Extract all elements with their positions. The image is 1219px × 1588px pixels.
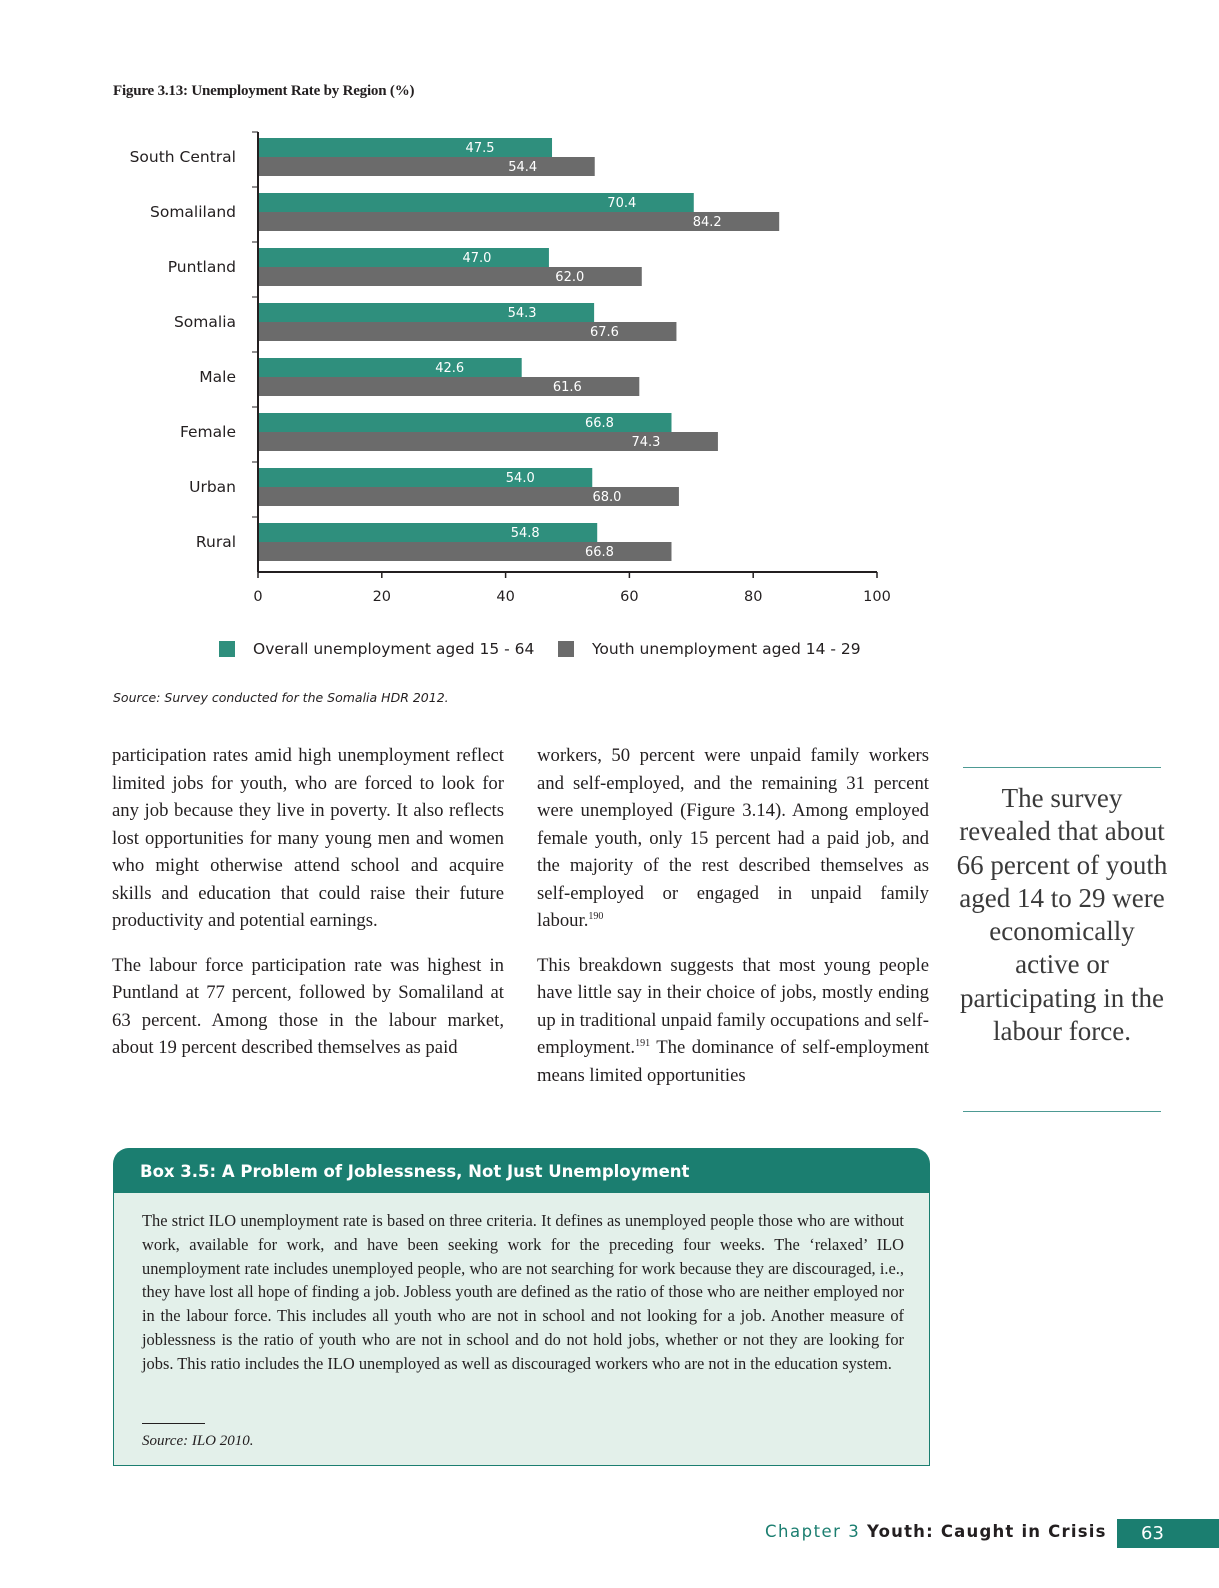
legend-swatch-youth — [558, 641, 574, 657]
bar-value-label: 68.0 — [592, 490, 622, 505]
paragraph: participation rates amid high unemployment reflect limited jobs for youth, who are forced to look for any job because they live in poverty. It also reflects lost opportunities for many young men and women who might otherwise attend school and acquire skills and education that could raise their future productivity and potential earnings. — [112, 745, 504, 931]
x-tick-label: 80 — [743, 589, 763, 605]
box-text: The strict ILO unemployment rate is based on three criteria. It defines as unemployed people those who are without work, available for work, and have been seeking work for the preceding four weeks. The ‘relaxed’ ILO unemployment rate includes unemployed people, who are not searching for work because they are discouraged, i.e., they have lost all hope of finding a job. Jobless youth are defined as the ratio of those who are neither employed nor in the labour force. This includes all youth who are not in school and not looking for a job. Another measure of joblessness is the ratio of youth who are not in school and do not hold jobs, whether or not they are looking for jobs. This ratio includes the ILO unemployed as well as discouraged workers who are not in the education system. — [142, 1211, 904, 1373]
category-label: Somalia — [173, 313, 236, 331]
footer-chapter-label: Chapter 3 — [765, 1522, 861, 1541]
legend-label-youth: Youth unemployment aged 14 - 29 — [592, 640, 861, 658]
category-label: Male — [199, 368, 236, 386]
legend-swatch-overall — [219, 641, 235, 657]
category-label: Urban — [189, 478, 236, 496]
footnote-ref: 190 — [588, 910, 604, 922]
bar-value-label: 84.2 — [692, 215, 722, 230]
bar-overall — [258, 303, 594, 322]
paragraph-text: The dominance of self-employment means limited opportunities — [537, 1037, 929, 1086]
bar-value-label: 54.4 — [508, 160, 538, 175]
figure-source: Source: Survey conducted for the Somalia HDR 2012. — [113, 690, 449, 705]
bar-overall — [258, 468, 592, 487]
category-label: Puntland — [167, 258, 236, 276]
bar-overall — [258, 523, 597, 542]
x-tick-label: 20 — [372, 589, 392, 605]
bar-overall — [258, 248, 549, 267]
legend-label-overall: Overall unemployment aged 15 - 64 — [253, 640, 535, 658]
bar-value-label: 66.8 — [585, 545, 614, 560]
box-title: Box 3.5: A Problem of Joblessness, Not Just Unemployment — [140, 1162, 690, 1181]
bar-youth — [258, 377, 639, 396]
paragraph-text: This breakdown suggests that most young people have little say in their choice of jobs, mostly ending up in traditional unpaid family occupations and self-employment. — [537, 954, 929, 1058]
paragraph: The labour force participation rate was highest in Puntland at 77 percent, followed by Somaliland at 63 percent. Among those in the labour market, about 19 percent described themselves as paid — [112, 954, 504, 1058]
legend-item-youth — [558, 640, 861, 658]
bar-value-label: 61.6 — [552, 380, 582, 395]
pull-quote: The survey revealed that about 66 percent of youth aged 14 to 29 were economically active or participating in the labour force. — [956, 783, 1168, 1047]
bar-value-label: 74.3 — [631, 435, 661, 450]
bar-overall — [258, 358, 522, 377]
footer-chapter — [765, 1522, 1107, 1541]
paragraph — [537, 952, 929, 1090]
bar-value-label: 66.8 — [585, 416, 614, 431]
body-column-right — [537, 742, 929, 1106]
bar-value-label: 54.8 — [510, 526, 540, 541]
x-tick-label: 100 — [863, 589, 891, 605]
category-label: Somaliland — [150, 203, 236, 221]
bar-value-label: 70.4 — [607, 196, 637, 211]
bar-value-label: 62.0 — [555, 270, 585, 285]
footer-chapter-title: Youth: Caught in Crisis — [866, 1522, 1107, 1541]
bar-value-label: 42.6 — [435, 361, 465, 376]
bar-value-label: 47.0 — [462, 251, 492, 266]
bar-value-label: 47.5 — [465, 141, 495, 156]
unemployment-bar-chart — [0, 110, 1219, 630]
paragraph-text: workers, 50 percent were unpaid family workers and self-employed, and the remaining 31 percent were unemployed (Figure 3.14). Among employed female youth, only 15 percent had a paid job, and the majority of the rest described themselves as self-employed or engaged in unpaid family labour. — [537, 745, 929, 931]
pull-quote-bottom-rule — [963, 1111, 1161, 1112]
bar-youth — [258, 157, 595, 176]
box-source: Source: ILO 2010. — [142, 1433, 254, 1449]
bar-overall — [258, 138, 552, 157]
x-tick-label: 0 — [253, 589, 263, 605]
body-column-left — [112, 742, 504, 1079]
category-label: Female — [179, 423, 236, 441]
footnote-ref: 191 — [635, 1037, 651, 1049]
figure-title: Figure 3.13: Unemployment Rate by Region (%) — [113, 83, 415, 99]
category-label: South Central — [129, 148, 236, 166]
pull-quote-top-rule — [963, 767, 1161, 768]
x-tick-label: 60 — [620, 589, 639, 605]
legend-item-overall — [219, 640, 534, 658]
bar-value-label: 67.6 — [589, 325, 619, 340]
category-label: Rural — [195, 533, 236, 551]
x-tick-label: 40 — [496, 589, 515, 605]
box-source-rule — [142, 1423, 205, 1424]
paragraph — [537, 742, 929, 935]
bar-value-label: 54.0 — [505, 471, 535, 486]
bar-value-label: 54.3 — [507, 306, 537, 321]
page-number: 63 — [1117, 1519, 1219, 1548]
